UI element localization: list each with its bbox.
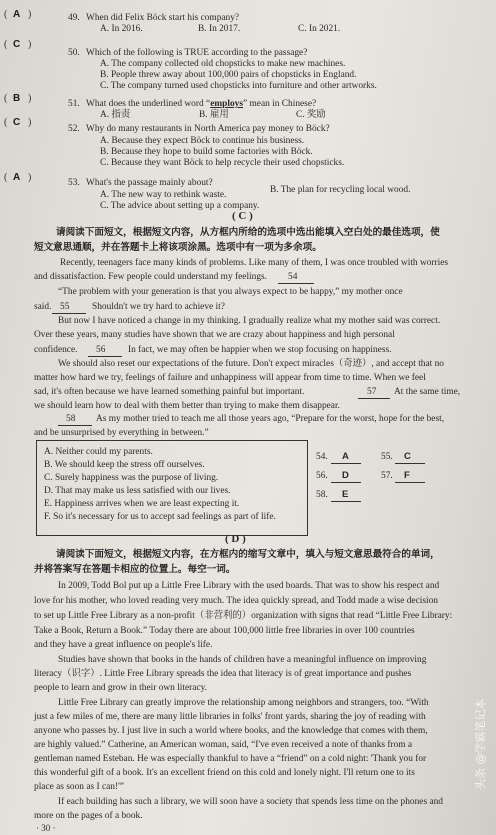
passage-d-line: people to learn and grow in their own literacy. [34, 683, 208, 693]
answer-paren-open: ( [4, 39, 8, 50]
blank-54 [278, 283, 314, 284]
answer-paren-close: ) [28, 93, 32, 104]
blank-number-54: 54 [288, 272, 298, 282]
answer-paren-close: ) [28, 172, 32, 183]
passage-d-line: If each building has such a library, we will soon have a society that spends less time on the phones and [58, 797, 443, 807]
question-number-52: 52. [68, 124, 80, 134]
passage-c-line: But now I have noticed a change in my thinking. I gradually realize what my mother said was correct. [58, 316, 441, 326]
box-option-c: C. Surely happiness was the purpose of living. [44, 473, 219, 483]
grid-underline [331, 501, 361, 502]
passage-c-line: As my mother tried to teach me all those years ago, “Prepare for the worst, hope for the best, [96, 414, 445, 424]
question-number-50: 50. [68, 48, 80, 58]
passage-c-line: and be unsurprised by everything in between.” [34, 428, 209, 438]
passage-c-line: and dissatisfaction. Few people could understand my feelings. [34, 272, 268, 282]
question-stem-53: What's the passage mainly about? [86, 178, 213, 188]
answer-paren-open: ( [4, 117, 8, 128]
grid-underline [395, 463, 425, 464]
answer-53: A [13, 172, 21, 183]
section-c-instruction-1: 请阅读下面短文，根据短文内容，从方框内所给的选项中选出能填入空白处的最佳选项，使 [56, 227, 440, 238]
grid-num-56: 56. [316, 471, 328, 481]
grid-num-54: 54. [316, 452, 328, 462]
passage-d-line: to set up Little Free Library as a non-profit（非营利的）organization with signs that read “Little Free Library: [34, 611, 453, 621]
grid-underline [331, 463, 361, 464]
answer-52: C [13, 117, 21, 128]
question-stem-52: Why do many restaurants in North America pay money to Böck? [86, 124, 330, 134]
watermark: 头条 @学霸笔记本 [474, 698, 487, 790]
passage-d-line: are highly valued.” Catherine, an American woman, said, “I've even received a note of thanks from a [34, 740, 413, 750]
passage-d-line: gentleman named Esteban. He was especially thankful to have a “friend” on a cold night: 'Thank you for [34, 754, 427, 764]
passage-d-line: this wonderful gift of a book. It's an excellent friend on this cold and lonely night. I'll return one to its [34, 768, 415, 778]
passage-d-line: anyone who passes by. I just live in such a world where books, and the knowledge that comes with them, [34, 726, 428, 736]
grid-answer-54: A [342, 451, 349, 462]
box-option-f: F. So it's necessary for us to accept sad feelings as part of life. [44, 512, 276, 522]
blank-number-56: 56 [96, 345, 106, 355]
option-53-c: C. The advice about setting up a company. [100, 201, 260, 211]
option-51-b: B. 雇用 [199, 110, 229, 120]
option-50-a: A. The company collected old chopsticks to make new machines. [100, 59, 346, 69]
page-number: · 30 · [36, 823, 56, 833]
grid-num-57: 57. [381, 471, 393, 481]
passage-d-line: just a few miles of me, there are many little libraries in folks' front yards, sharing the joy of reading with [34, 712, 426, 722]
answer-paren-open: ( [4, 172, 8, 183]
section-d-heading: ( D ) [225, 533, 246, 545]
option-49-b: B. In 2017. [198, 24, 241, 34]
blank-number-57: 57 [367, 387, 377, 397]
grid-num-55: 55. [381, 452, 393, 462]
grid-num-58: 58. [316, 490, 328, 500]
option-53-b: B. The plan for recycling local wood. [270, 185, 411, 195]
passage-c-line: said. [34, 302, 52, 312]
blank-55 [52, 313, 86, 314]
grid-answer-56: D [342, 470, 349, 481]
section-d-instruction-2: 并将答案写在答题卡相应的位置上。每空一词。 [34, 564, 236, 575]
answer-paren-open: ( [4, 9, 8, 20]
passage-d-line: love for his mother, who loved reading very much. The idea quickly spread, and Todd made a wise decision [34, 596, 438, 606]
question-number-51: 51. [68, 99, 80, 109]
option-50-c: C. The company turned used chopsticks into furniture and other artworks. [100, 81, 377, 91]
passage-d-line: Studies have shown that books in the hands of children have a meaningful influence on improving [58, 655, 427, 665]
passage-d-line: Take a Book, Return a Book.” Today there are about 100,000 little free libraries in over 100 countries [34, 626, 415, 636]
passage-c-line: Over these years, many studies have shown that we are crazy about happiness and high personal [34, 330, 395, 340]
underlined-word: employs [210, 99, 243, 109]
passage-c-line: At the same time, [394, 387, 461, 397]
blank-number-58: 58 [66, 414, 76, 424]
passage-c-line: Recently, teenagers face many kinds of problems. Like many of them, I was once troubled with worries [60, 258, 449, 268]
grid-answer-55: C [404, 451, 411, 462]
blank-58 [58, 425, 92, 426]
option-50-b: B. People threw away about 100,000 pairs of chopsticks in England. [100, 70, 357, 80]
grid-underline [331, 482, 361, 483]
answer-50: C [13, 39, 21, 50]
option-49-a: A. In 2016. [100, 24, 143, 34]
box-option-b: B. We should keep the stress off ourselves. [44, 460, 205, 470]
passage-c-line: matter how hard we try, feelings of failure and unhappiness will appear from time to time. When we feel [34, 373, 426, 383]
passage-c-line: We should also reset our expectations of the future. Don't expect miracles（奇迹）, and accept that no [58, 359, 444, 369]
box-option-e: E. Happiness arrives when we are least expecting it. [44, 499, 240, 509]
answer-paren-close: ) [28, 117, 32, 128]
question-stem-51: What does the underlined word “employs” mean in Chinese? [86, 99, 317, 109]
blank-56 [88, 356, 122, 357]
passage-c-line: confidence. [34, 345, 78, 355]
passage-c-line: In fact, we may often be happier when we stop focusing on happiness. [128, 345, 392, 355]
grid-answer-58: E [342, 489, 349, 500]
grid-underline [395, 482, 425, 483]
box-option-a: A. Neither could my parents. [44, 447, 153, 457]
answer-paren-close: ) [28, 9, 32, 20]
section-c-instruction-2: 短文意思通顺，并在答题卡上将该项涂黑。选项中有一项为多余项。 [34, 242, 322, 253]
option-52-c: C. Because they want Böck to help recycle their used chopsticks. [100, 158, 345, 168]
option-51-a: A. 指责 [100, 110, 131, 120]
answer-49: A [13, 9, 21, 20]
passage-d-line: more on the pages of a book. [34, 811, 143, 821]
passage-c-line: “The problem with your generation is that you always expect to be happy,” my mother once [58, 287, 403, 297]
passage-c-line: sad, it's often because we have learned something painful but important. [34, 387, 305, 397]
section-d-instruction-1: 请阅读下面短文，根据短文内容，在方框内的缩写文章中，填入与短文意思最符合的单词， [56, 549, 440, 560]
option-53-a: A. The new way to rethink waste. [100, 190, 227, 200]
box-option-d: D. That may make us less satisfied with our lives. [44, 486, 231, 496]
passage-d-line: Little Free Library can greatly improve the relationship among neighbors and strangers, too. “With [58, 698, 429, 708]
grid-answer-57: F [404, 470, 410, 481]
question-stem-50: Which of the following is TRUE according to the passage? [86, 48, 308, 58]
option-52-a: A. Because they expect Böck to continue his business. [100, 136, 305, 146]
section-c-heading: ( C ) [232, 210, 253, 222]
passage-d-line: and they have a great influence on people's life. [34, 640, 213, 650]
passage-c-line: Shouldn't we try hard to achieve it? [92, 302, 225, 312]
blank-57 [358, 398, 390, 399]
question-number-53: 53. [68, 178, 80, 188]
option-51-c: C. 奖励 [296, 110, 326, 120]
answer-paren-close: ) [28, 39, 32, 50]
answer-51: B [13, 93, 21, 104]
passage-c-line: we should learn how to deal with them better than trying to make them disappear. [34, 401, 340, 411]
blank-number-55: 55 [60, 302, 70, 312]
passage-d-line: In 2009, Todd Bol put up a Little Free Library with the used boards. That was to show his respect and [58, 581, 440, 591]
passage-d-line: literacy（识字）. Little Free Library spreads the idea that literacy is of great importance and pushes [34, 669, 412, 679]
question-stem-49: When did Felix Böck start his company? [86, 13, 240, 23]
option-49-c: C. In 2021. [298, 24, 341, 34]
option-52-b: B. Because they hope to build some factories with Böck. [100, 147, 313, 157]
passage-d-line: place as soon as I can!'” [34, 782, 124, 792]
question-number-49: 49. [68, 13, 80, 23]
answer-paren-open: ( [4, 93, 8, 104]
